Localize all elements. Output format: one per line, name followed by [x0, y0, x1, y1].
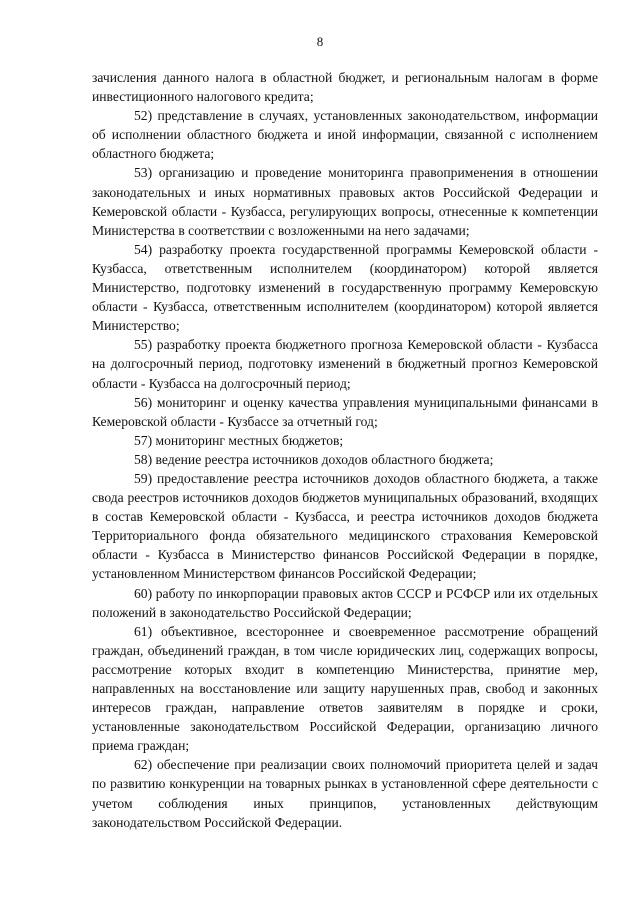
paragraph-item-59: 59) предоставление реестра источников доходов областного бюджета, а также свода реестров источников доходов бюджетов муниципальных образований, входящих в состав Кемеровской области - Кузбасса, и реестра источников доходов бюджета Территориального фонда обязательного медицинского страхования Кемеровской области - Кузбасса в Министерство финансов Российской Федерации в порядке, установленном Министерством финансов Российской Федерации;	[92, 470, 598, 582]
paragraph-continuation: зачисления данного налога в областной бюджет, и региональным налогам в форме инвестиционного налогового кредита;	[92, 70, 598, 105]
paragraph-item-52: 52) представление в случаях, установленных законодательством, информации об исполнении областного бюджета и иной информации, связанной с исполнением областного бюджета;	[92, 108, 598, 162]
paragraph-item-60: 60) работу по инкорпорации правовых актов СССР и РСФСР или их отдельных положений в законодательство Российской Федерации;	[92, 585, 598, 620]
paragraph-item-54: 54) разработку проекта государственной программы Кемеровской области - Кузбасса, ответственным исполнителем (координатором) которой является Министерство, подготовку изменений в государственную программу Кемеровскую области - Кузбасса, ответственным исполнителем (координатором) которой является Министерство;	[92, 241, 598, 334]
paragraph-item-55: 55) разработку проекта бюджетного прогноза Кемеровской области - Кузбасса на долгосрочный период, подготовку изменений в бюджетный прогноз Кемеровской области - Кузбасса на долгосрочный период;	[92, 337, 598, 391]
page-number: 8	[316, 34, 324, 49]
paragraph-item-62: 62) обеспечение при реализации своих полномочий приоритета целей и задач по развитию конкуренции на товарных рынках в установленной сфере деятельности с учетом соблюдения иных принципов, установленных действующим законодательством Российской Федерации.	[92, 757, 598, 830]
paragraph-item-58: 58) ведение реестра источников доходов областного бюджета;	[134, 451, 494, 467]
document-body	[92, 68, 598, 832]
paragraph-item-61: 61) объективное, всестороннее и своевременное рассмотрение обращений граждан, объединений граждан, в том числе юридических лиц, содержащих вопросы, рассмотрение которых входит в компетенцию Министерства, принятие мер, направленных на восстановление или защиту нарушенных прав, свобод и законных интересов граждан, направление ответов заявителям в порядке и сроки, установленные законодательством Российской Федерации, организацию личного приема граждан;	[92, 623, 598, 754]
paragraph-item-53: 53) организацию и проведение мониторинга правоприменения в отношении законодательных и иных нормативных правовых актов Российской Федерации и Кемеровской области - Кузбасса, регулирующих вопросы, отнесенные к компетенции Министерства в соответствии с возложенными на него задачами;	[92, 165, 598, 238]
paragraph-item-57: 57) мониторинг местных бюджетов;	[134, 432, 344, 448]
paragraph-item-56: 56) мониторинг и оценку качества управления муниципальными финансами в Кемеровской области - Кузбассе за отчетный год;	[92, 394, 598, 429]
